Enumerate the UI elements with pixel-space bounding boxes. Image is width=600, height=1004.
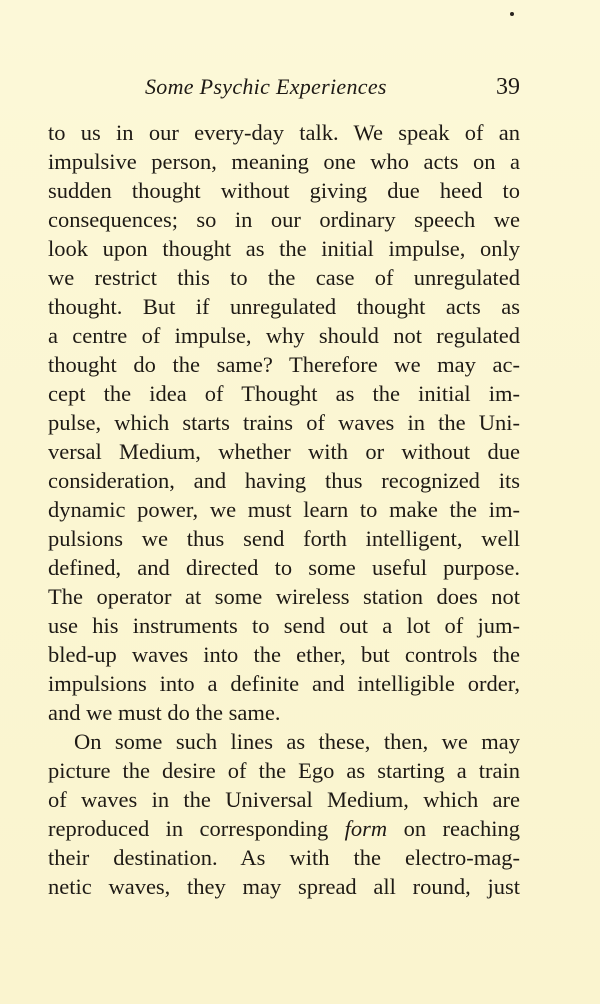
text-line: impulsive person, meaning one who acts on a bbox=[48, 149, 520, 174]
paragraph-2 bbox=[48, 727, 520, 901]
text-line: picture the desire of the Ego as starting a train bbox=[48, 758, 520, 783]
running-head bbox=[48, 70, 520, 106]
text-line: thought. But if unregulated thought acts as bbox=[48, 294, 520, 319]
text-line bbox=[48, 814, 520, 843]
paragraph-1 bbox=[48, 118, 520, 727]
text-line: pulse, which starts trains of waves in the Uni- bbox=[48, 410, 520, 435]
text-line: versal Medium, whether with or without due bbox=[48, 439, 520, 464]
text-line: sudden thought without giving due heed to bbox=[48, 178, 520, 203]
text-line: look upon thought as the initial impulse, only bbox=[48, 236, 520, 261]
text-line: thought do the same? Therefore we may ac- bbox=[48, 352, 520, 377]
text-line: their destination. As with the electro-mag- bbox=[48, 845, 520, 870]
text-line: consideration, and having thus recognized its bbox=[48, 468, 520, 493]
text-line: and we must do the same. bbox=[48, 700, 281, 725]
page-number: 39 bbox=[496, 74, 520, 100]
text-line: defined, and directed to some useful purpose. bbox=[48, 555, 520, 580]
text-line: pulsions we thus send forth intelligent, well bbox=[48, 526, 520, 551]
text-line: use his instruments to send out a lot of jum- bbox=[48, 613, 520, 638]
text-line: netic waves, they may spread all round, just bbox=[48, 874, 520, 899]
text-run: reproduced in corresponding bbox=[48, 816, 345, 841]
text-line: consequences; so in our ordinary speech we bbox=[48, 207, 520, 232]
text-line: The operator at some wireless station does not bbox=[48, 584, 520, 609]
text-line: bled-up waves into the ether, but controls the bbox=[48, 642, 520, 667]
text-line: dynamic power, we must learn to make the im- bbox=[48, 497, 520, 522]
print-speck bbox=[510, 12, 514, 16]
emphasis-form: form bbox=[344, 816, 388, 841]
text-line: of waves in the Universal Medium, which are bbox=[48, 787, 520, 812]
text-line: impulsions into a definite and intelligible order, bbox=[48, 671, 520, 696]
text-line: to us in our every-day talk. We speak of an bbox=[48, 120, 520, 145]
text-line: a centre of impulse, why should not regulated bbox=[48, 323, 520, 348]
text-run: on reaching bbox=[387, 816, 520, 841]
text-line: On some such lines as these, then, we may bbox=[74, 729, 520, 754]
body-text bbox=[48, 118, 520, 901]
running-title: Some Psychic Experiences bbox=[145, 74, 387, 99]
text-line: cept the idea of Thought as the initial im- bbox=[48, 381, 520, 406]
text-line: we restrict this to the case of unregulated bbox=[48, 265, 520, 290]
